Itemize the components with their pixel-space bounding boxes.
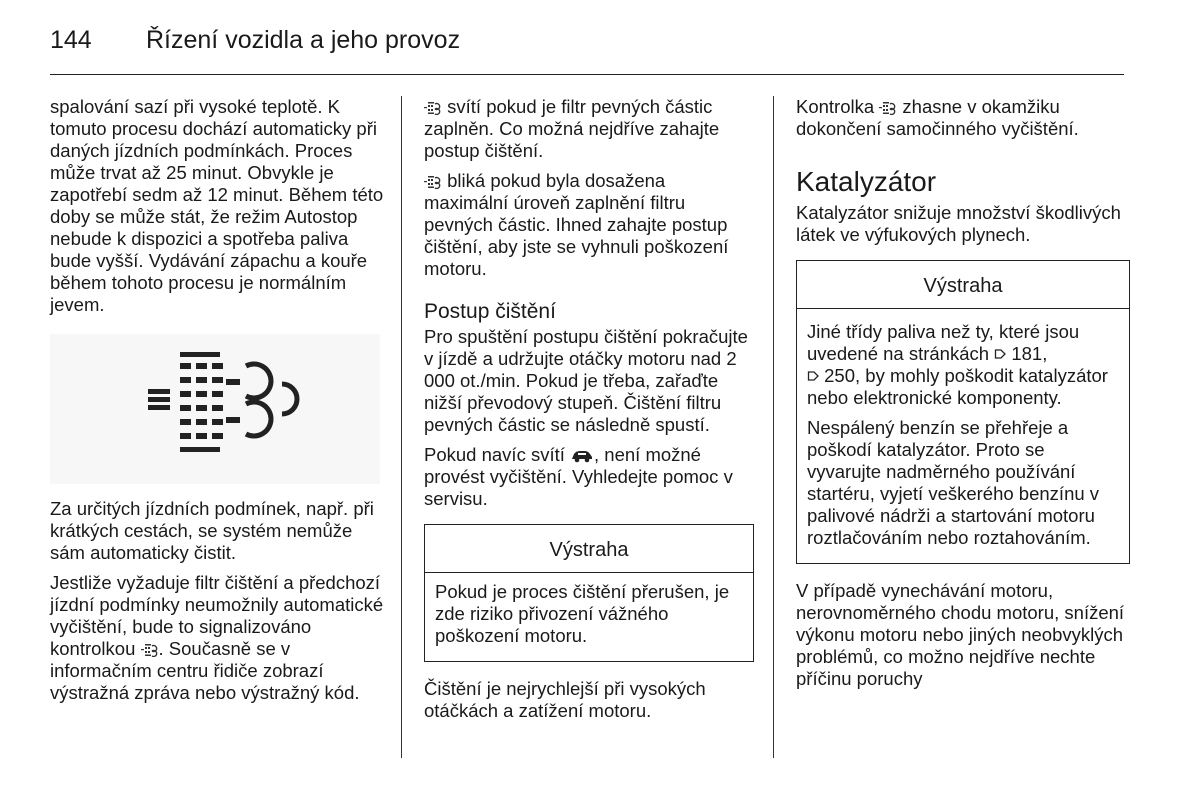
diesel-particulate-filter-icon — [424, 175, 442, 189]
column-1 — [50, 96, 390, 712]
warning-text: Pokud je proces čištění přerušen, je zde riziko přivození vážného poškození motoru. — [435, 581, 730, 646]
diesel-particulate-filter-icon — [879, 101, 897, 115]
service-vehicle-icon — [570, 449, 594, 463]
text-run: , není možné provést vyčištění. Vyhledejte pomoc v servisu. — [424, 444, 733, 509]
paragraph: Čištění je nejrychlejší při vysokých otáčkách a zatížení motoru. — [424, 678, 706, 721]
text-run: , — [1042, 343, 1048, 364]
warning-text — [807, 321, 1119, 409]
diesel-particulate-filter-illustration — [50, 334, 380, 484]
column-divider-1 — [401, 96, 402, 758]
page-number: 144 — [50, 26, 92, 54]
section-subheading: Postup čištění — [424, 300, 556, 323]
warning-box — [424, 524, 754, 662]
warning-body — [425, 573, 753, 661]
paragraph: Za určitých jízdních podmínek, např. při krátkých cestách, se systém nemůže sám automaticky čistit. — [50, 498, 374, 563]
page-header — [50, 26, 460, 56]
column-3 — [796, 96, 1130, 698]
diesel-particulate-filter-icon — [141, 643, 159, 657]
paragraph — [50, 572, 390, 704]
text-run: . Současně se v informačním centru řidiče zobrazí výstražná zpráva nebo výstražný kód. — [50, 638, 360, 703]
page-title: Řízení vozidla a jeho provoz — [146, 26, 461, 54]
column-divider-2 — [773, 96, 774, 758]
page-reference[interactable]: 181 — [1011, 343, 1043, 364]
text-run: svítí pokud je filtr pevných částic zaplněn. Co možná nejdříve zahajte postup čištění. — [424, 96, 720, 161]
paragraph: V případě vynechávání motoru, nerovnoměrného chodu motoru, snížení výkonu motoru nebo jiných neobvyklých problémů, co možno nejdříve nechte příčinu poruchy — [796, 580, 1125, 689]
page-reference-arrow-icon — [994, 347, 1006, 361]
paragraph: spalování sazí při vysoké teplotě. K tomuto procesu dochází automaticky při daných jízdních podmínkách. Proces může trvat až 25 minut. Obvykle je zapotřebí sedm až 12 minut. Během této doby se může stát, že režim Autostop nebude k dispozici a spotřeba paliva bude vyšší. Vydávání zápachu a kouře během tohoto procesu je normálním jevem. — [50, 96, 384, 315]
paragraph: Pro spuštění postupu čištění pokračujte v jízdě a udržujte otáčky motoru nad 2 000 ot./min. Pokud je třeba, zařaďte nižší převodový stupeň. Čištění filtru pevných částic se následně spustí. — [424, 326, 748, 435]
text-run: Jestliže vyžaduje filtr čištění a předchozí jízdní podmínky neumožnily automatické vyčištění, bude to signalizováno kontrolkou — [50, 572, 384, 659]
text-run: Jiné třídy paliva než ty, které jsou uvedené na stránkách — [807, 321, 1080, 364]
warning-box — [796, 260, 1130, 564]
page-reference-arrow-icon — [807, 369, 819, 383]
text-run: , by mohly poškodit katalyzátor nebo elektronické komponenty. — [807, 365, 1108, 408]
warning-title: Výstraha — [797, 261, 1129, 309]
warning-text: Nespálený benzín se přehřeje a poškodí katalyzátor. Proto se vyvarujte nadměrného používání startéru, vyjetí veškerého benzínu v palivové nádrži a startování motoru roztlačováním nebo roztahováním. — [807, 417, 1100, 548]
column-2 — [424, 96, 754, 730]
text-run: Pokud navíc svítí — [424, 444, 571, 465]
header-rule — [50, 74, 1124, 75]
text-run: Kontrolka — [796, 96, 880, 117]
text-run: zhasne v okamžiku dokončení samočinného vyčištění. — [796, 96, 1079, 139]
paragraph — [424, 170, 754, 280]
paragraph — [424, 444, 754, 510]
page-reference[interactable]: 250 — [824, 365, 856, 386]
text-run: bliká pokud byla dosažena maximální úroveň zaplnění filtru pevných částic. Ihned zahajte postup čištění, aby jste se vyhnuli poškození motoru. — [424, 170, 729, 279]
paragraph — [796, 96, 1130, 140]
warning-title: Výstraha — [425, 525, 753, 573]
paragraph: Katalyzátor snižuje množství škodlivých látek ve výfukových plynech. — [796, 202, 1121, 245]
warning-body — [797, 309, 1129, 563]
diesel-particulate-filter-icon — [424, 101, 442, 115]
paragraph — [424, 96, 754, 162]
section-heading: Katalyzátor — [796, 166, 937, 197]
